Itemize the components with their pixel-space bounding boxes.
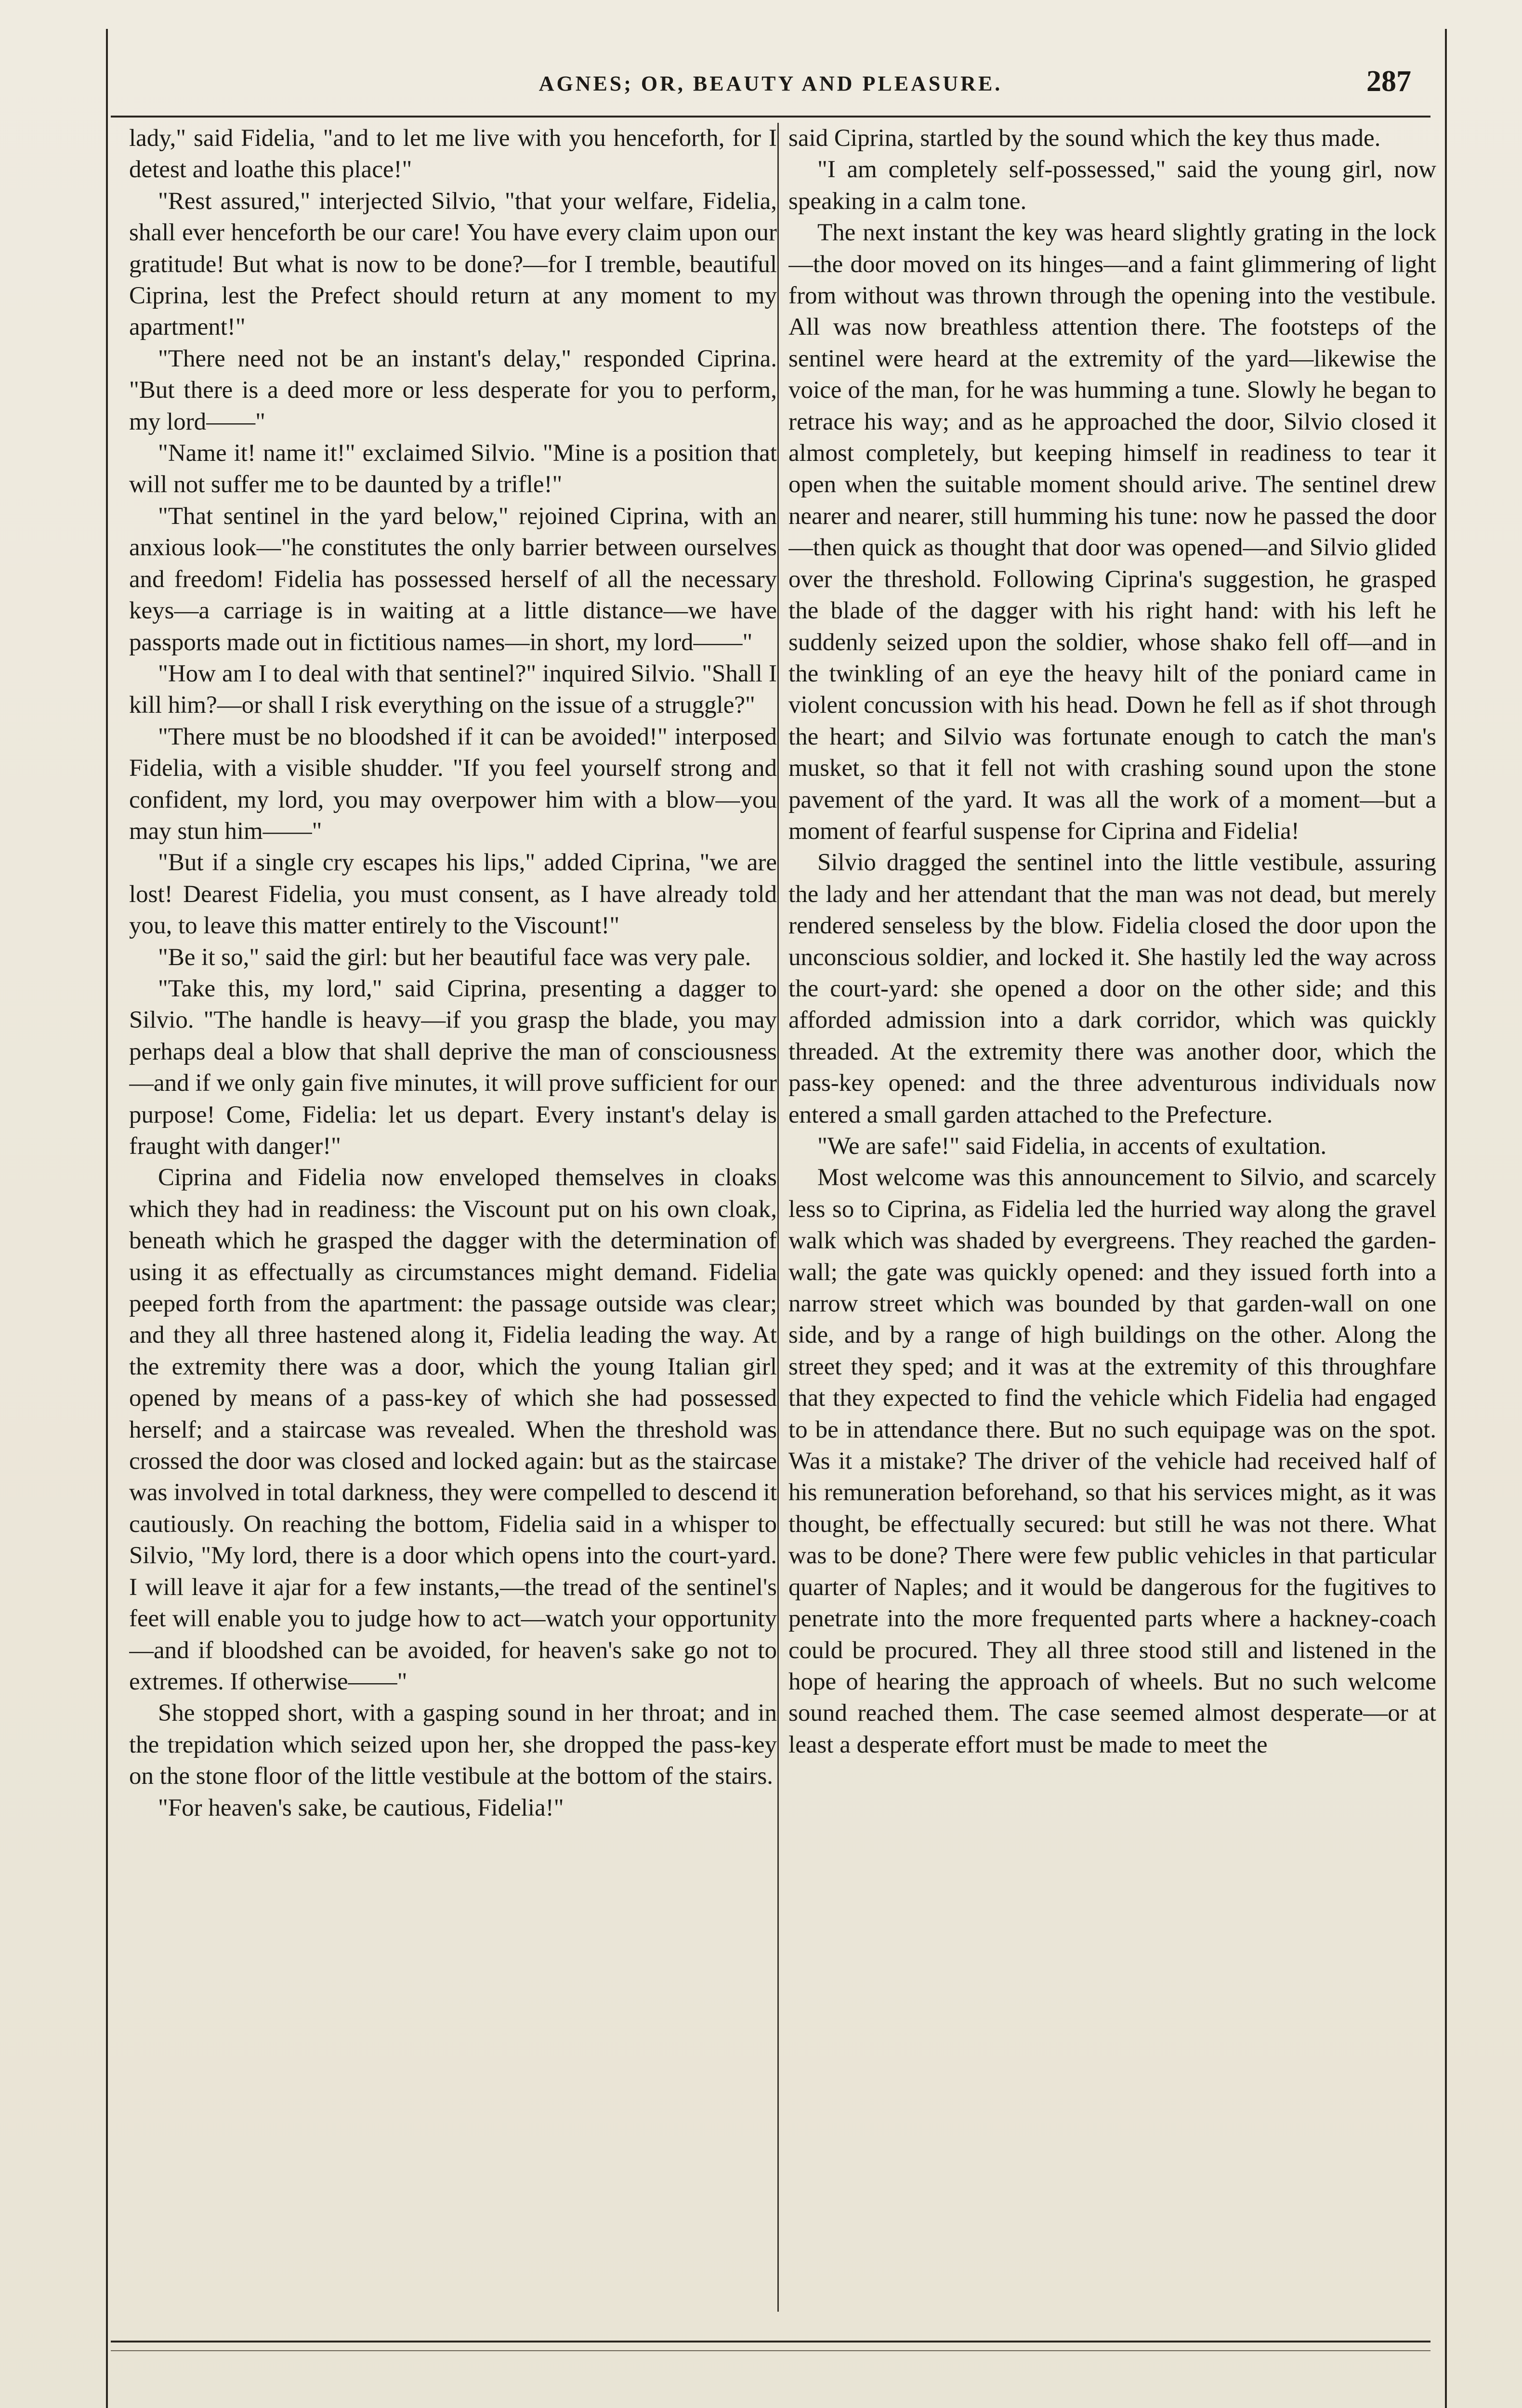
paragraph: "Rest assured," interjected Silvio, "that your welfare, Fidelia, shall ever henceforth be our care! You have every claim upon our gratitude! But what is now to be done?—for I tremble, beautiful Ciprina, lest the Prefect should return at any moment to my apartment!" [129,187,777,341]
paragraph: The next instant the key was heard slightly grating in the lock—the door moved on its hinges—and a faint glimmering of light from without was thrown through the opening into the vestibule. All was now breathless attention there. The footsteps of the sentinel were heard at the extremity of the yard—likewise the voice of the man, for he was humming a tune. Slowly he began to retrace his way; and as he approached the door, Silvio closed it almost completely, but keeping himself in readiness to tear it open when the suitable moment should arive. The sentinel drew nearer and nearer, still humming his tune: now he passed the door—then quick as thought that door was opened—and Silvio glided over the threshold. Following Ciprina's suggestion, he grasped the blade of the dagger with his right hand: with his left he suddenly seized upon the soldier, whose shako fell off—and in the twinkling of an eye the heavy hilt of the poniard came in violent concussion with his head. Down he fell as if shot through the heart; and Silvio was fortunate enough to catch the man's musket, so that it fell not with crashing sound upon the stone pavement of the yard. It was all the work of a moment—but a moment of fearful suspense for Ciprina and Fidelia! [788,219,1436,845]
paragraph: "How am I to deal with that sentinel?" inquired Silvio. "Shall I kill him?—or shall I risk everything on the issue of a struggle?" [129,660,777,719]
page-number: 287 [1366,65,1411,98]
footer-rule-secondary [111,2350,1430,2351]
paragraph: "Name it! name it!" exclaimed Silvio. "Mine is a position that will not suffer me to be daunted by a trifle!" [129,440,777,498]
paragraph: "I am completely self-possessed," said the young girl, now speaking in a calm tone. [788,156,1436,215]
paragraph: Most welcome was this announcement to Silvio, and scarcely less so to Ciprina, as Fidelia led the hurried way along the gravel walk which was shaded by evergreens. They reached the garden-wall; the gate was quickly opened: and they issued forth into a narrow street which was bounded by that garden-wall on one side, and by a range of high buildings on the other. Along the street they sped; and it was at the extremity of this throughfare that they expected to find the vehicle which Fidelia had engaged to be in attendance there. But no such equipage was on the spot. Was it a mistake? The driver of the vehicle had received half of his remuneration beforehand, so that his services might, as it was thought, be effectually secured: but still he was not there. What was to be done? There were few public vehicles in that particular quarter of Naples; and it would be dangerous for the fugitives to penetrate into the more frequented parts where a hackney-coach could be procured. They all three stood still and listened in the hope of hearing the approach of wheels. But no such welcome sound reached them. The case seemed almost desperate—or at least a desperate effort must be made to meet the [788,1164,1436,1758]
paragraph: "Take this, my lord," said Ciprina, presenting a dagger to Silvio. "The handle is heavy—if you grasp the blade, you may perhaps deal a blow that shall deprive the man of consciousness—and if we only gain five minutes, it will prove sufficient for our purpose! Come, Fidelia: let us depart. Every instant's delay is fraught with danger!" [129,975,777,1160]
paragraph: "For heaven's sake, be cautious, Fidelia!" [158,1794,564,1821]
page-border-left [106,29,108,2408]
column-divider [777,123,779,2312]
paragraph: "That sentinel in the yard below," rejoined Ciprina, with an anxious look—"he constitutes the only barrier between ourselves and freedom! Fidelia has possessed herself of all the necessary keys—a carriage is in waiting at a little distance—we have passports made out in fictitious names—in short, my lord——" [129,502,777,656]
header-rule [111,116,1430,118]
paragraph: "There need not be an instant's delay," responded Ciprina. "But there is a deed more or less desperate for you to perform, my lord——" [129,345,777,435]
paragraph: Ciprina and Fidelia now enveloped themselves in cloaks which they had in readiness: the Viscount put on his own cloak, beneath which he grasped the dagger with the determination of using it as effectually as circumstances might demand. Fidelia peeped forth from the apartment: the passage outside was clear; and they all three hastened along it, Fidelia leading the way. At the extremity there was a door, which the young Italian girl opened by means of a pass-key of which she had possessed herself; and a staircase was revealed. When the threshold was crossed the door was closed and locked again: but as the staircase was involved in total darkness, they were compelled to descend it cautiously. On reaching the bottom, Fidelia said in a whisper to Silvio, "My lord, there is a door which opens into the court-yard. I will leave it ajar for a few instants,—the tread of the sentinel's feet will enable you to judge how to act—watch your opportunity—and if bloodshed can be avoided, for heaven's sake go not to extremes. If otherwise——" [129,1164,777,1695]
paragraph: said Ciprina, startled by the sound which the key thus made. [788,125,1381,152]
paragraph: "There must be no bloodshed if it can be avoided!" interposed Fidelia, with a visible shudder. "If you feel yourself strong and confident, my lord, you may overpower him with a blow—you may stun him——" [129,723,777,845]
footer-rule [111,2341,1430,2343]
text-column-right [788,123,1436,2312]
paragraph: lady," said Fidelia, "and to let me live with you henceforth, for I detest and loathe this place!" [129,125,777,183]
page-header [111,63,1430,116]
paragraph: "But if a single cry escapes his lips," added Ciprina, "we are lost! Dearest Fidelia, you must consent, as I have already told you, to leave this matter entirely to the Viscount!" [129,849,777,940]
text-column-left [129,123,777,2312]
paragraph: She stopped short, with a gasping sound in her throat; and in the trepidation which seized upon her, she dropped the pass-key on the stone floor of the little vestibule at the bottom of the stairs. [129,1700,777,1790]
running-title: AGNES; OR, BEAUTY AND PLEASURE. [538,72,1003,95]
paragraph: "Be it so," said the girl: but her beautiful face was very pale. [158,943,751,971]
paragraph: Silvio dragged the sentinel into the little vestibule, assuring the lady and her attendant that the man was not dead, but merely rendered senseless by the blow. Fidelia closed the door upon the unconscious soldier, and locked it. She hastily led the way across the court-yard: she opened a door on the other side; and this afforded admission into a dark corridor, which was quickly threaded. At the extremity there was another door, which the pass-key opened: and the three adventurous individuals now entered a small garden attached to the Prefecture. [788,849,1436,1128]
page-border-right [1445,29,1447,2408]
paragraph: "We are safe!" said Fidelia, in accents of exultation. [817,1133,1327,1160]
